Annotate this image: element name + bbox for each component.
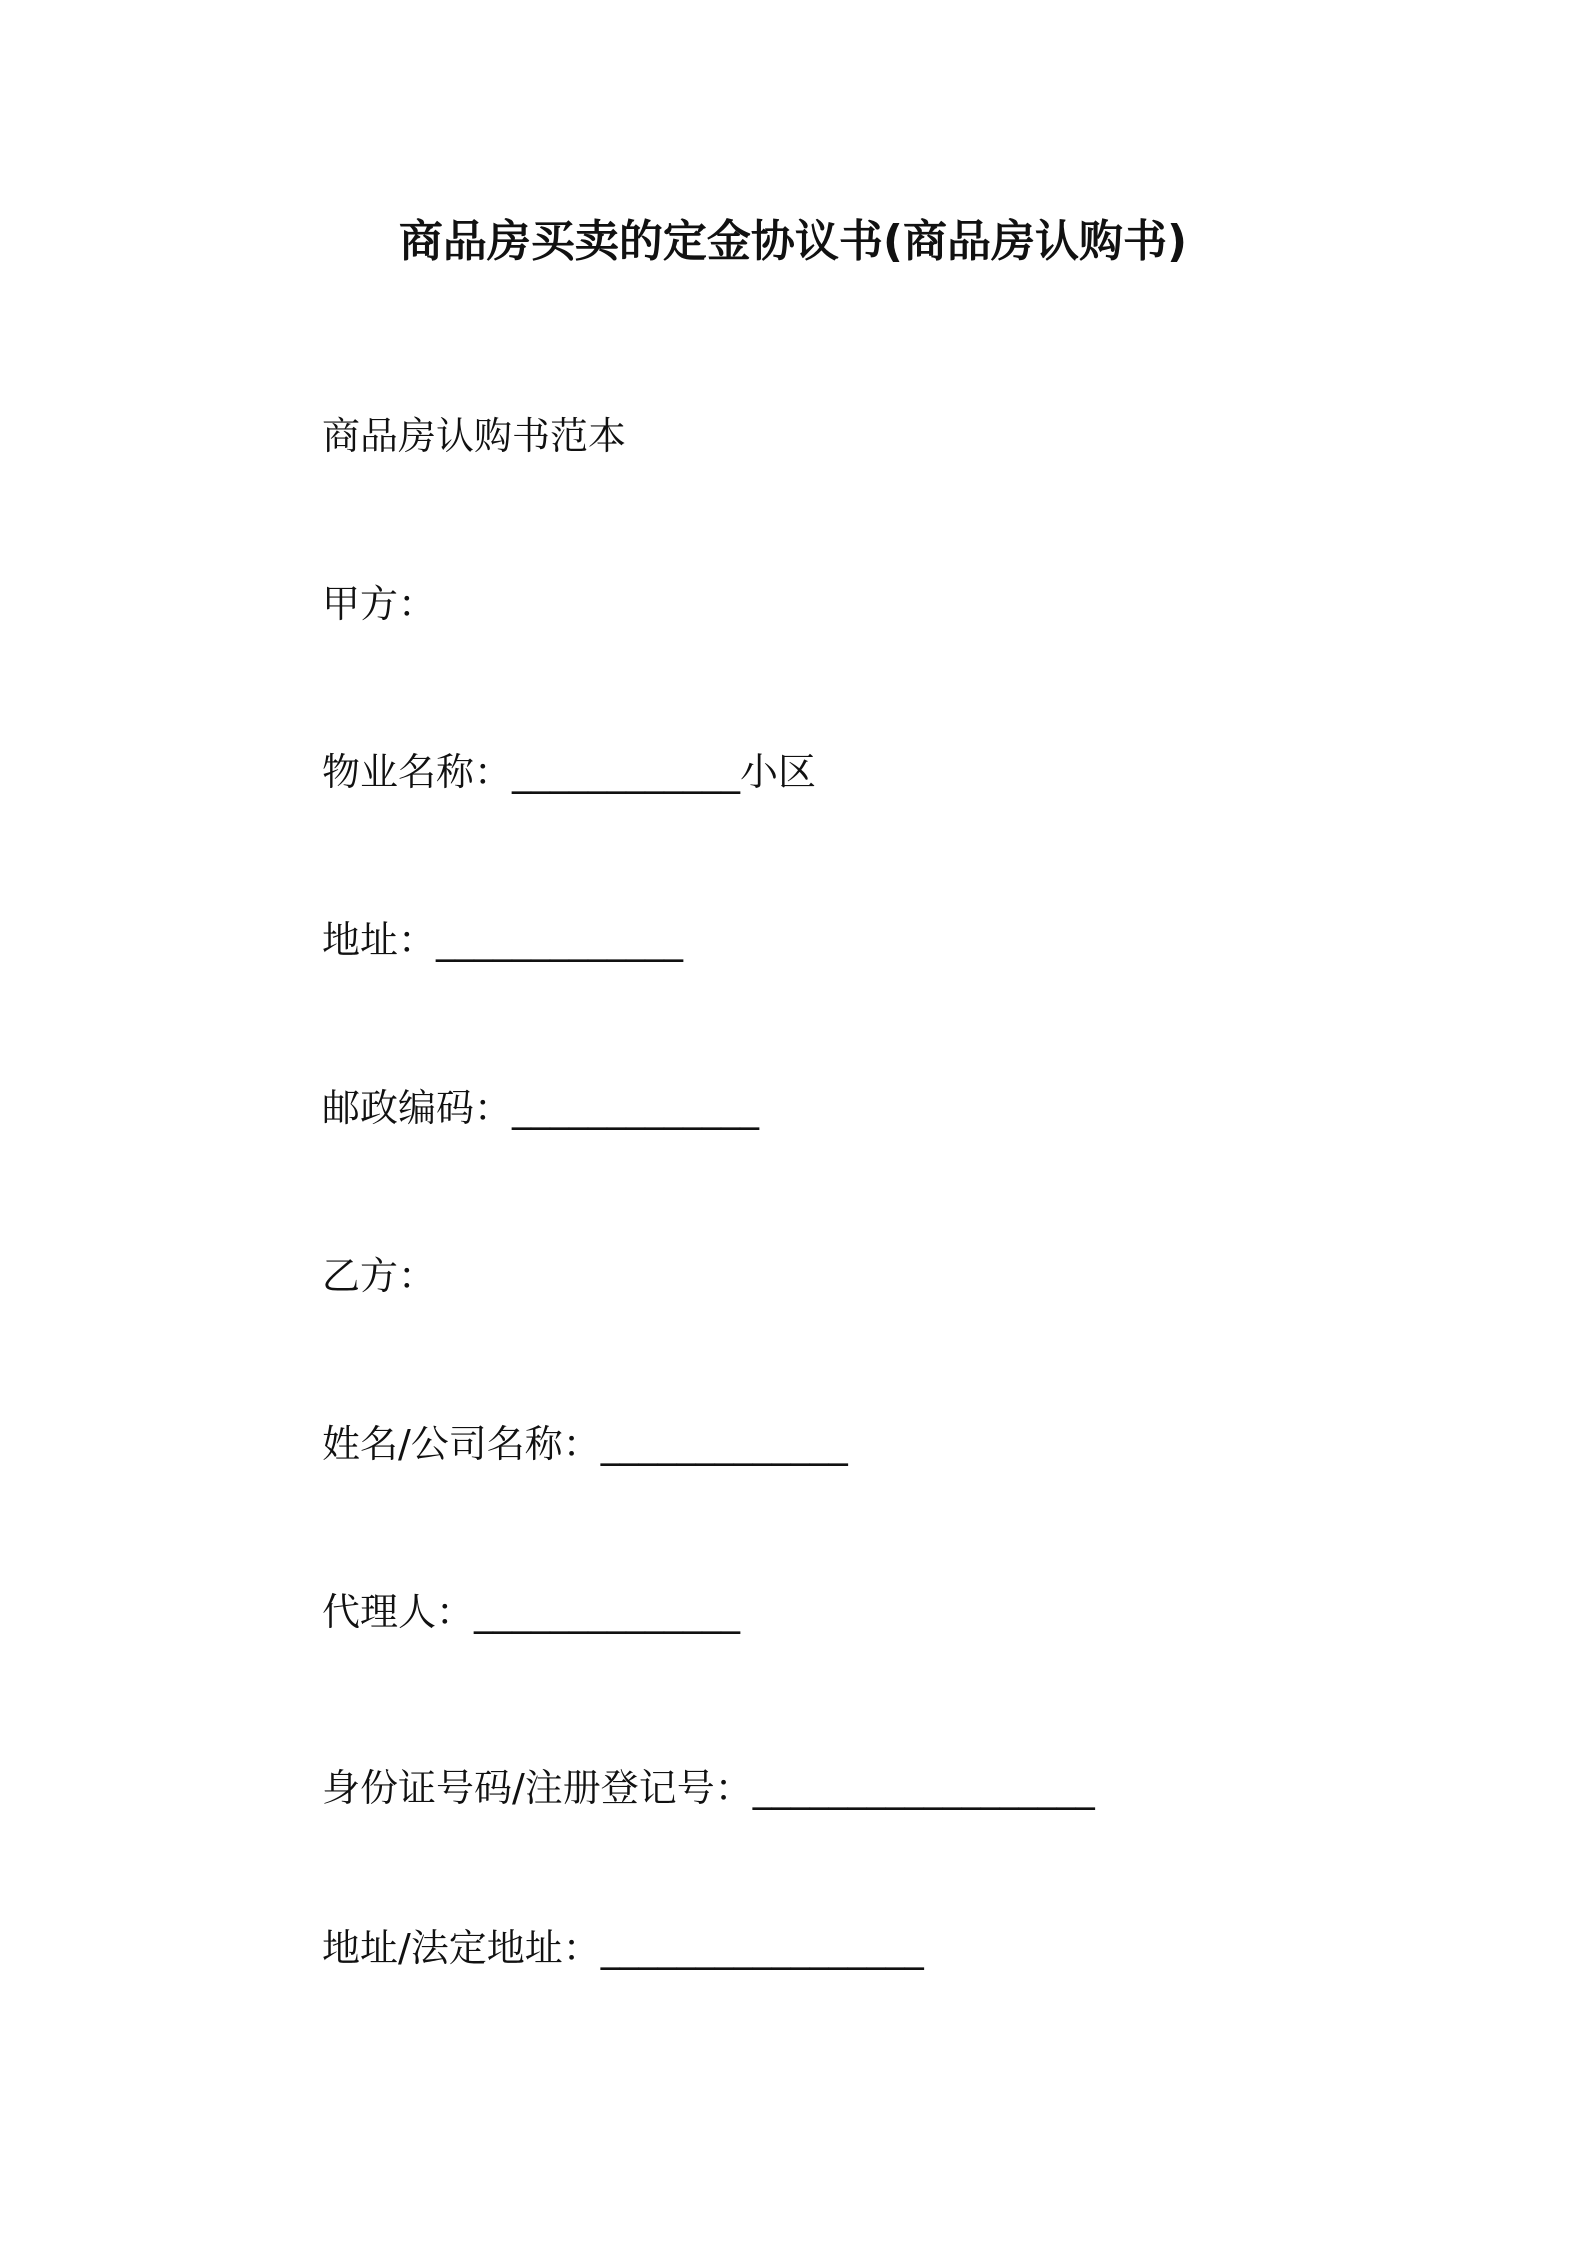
- legal-address-field: 地址/法定地址：_________________: [322, 1926, 924, 1970]
- name-company-field: 姓名/公司名称：_____________: [322, 1422, 848, 1466]
- subtitle-template: 商品房认购书范本: [322, 414, 627, 458]
- party-a-address-field: 地址：_____________: [322, 918, 684, 962]
- document-title: 商品房买卖的定金协议书(商品房认购书): [398, 216, 1188, 267]
- party-b-heading: 乙方：: [322, 1254, 437, 1298]
- property-name-field: 物业名称：____________小区: [322, 750, 817, 794]
- id-registration-field: 身份证号码/注册登记号：__________________: [322, 1766, 1095, 1810]
- postal-code-field: 邮政编码：_____________: [322, 1086, 760, 1130]
- agent-field: 代理人：______________: [322, 1590, 741, 1634]
- party-a-heading: 甲方：: [322, 582, 437, 626]
